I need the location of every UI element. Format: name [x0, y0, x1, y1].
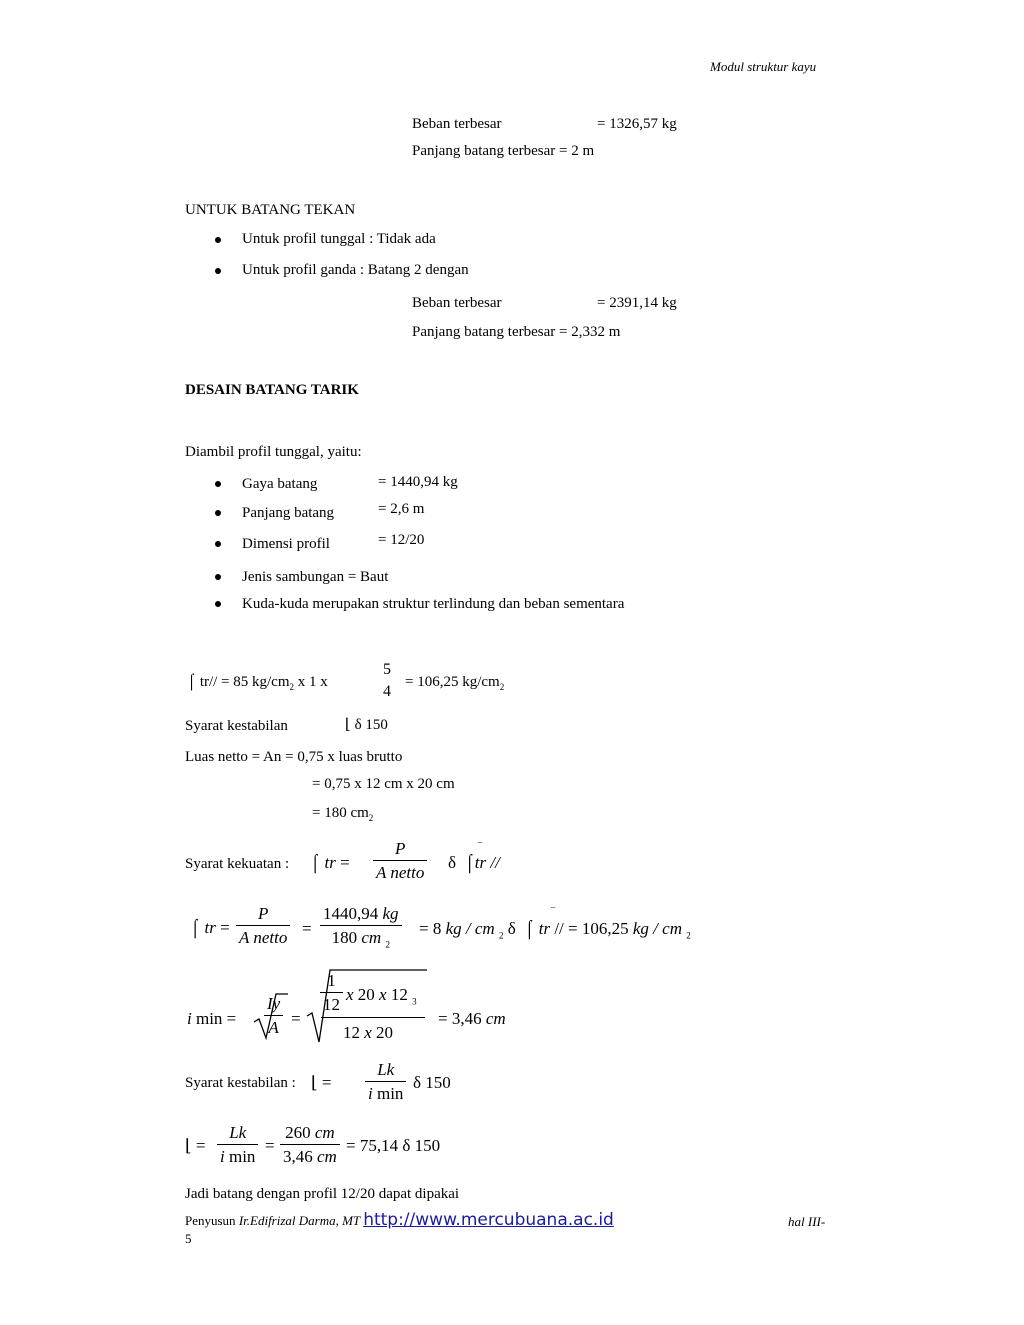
kuda-line: Kuda-kuda merupakan struktur terlindung dan beban sementara: [242, 596, 625, 612]
tarik-intro: Diambil profil tunggal, yaitu:: [185, 444, 362, 460]
panjang-line-1: Panjang batang terbesar = 2 m: [412, 143, 595, 159]
f1-right: = 106,25 kg/cm: [405, 674, 500, 690]
bullet-icon: [215, 481, 221, 487]
f1-den: 4: [383, 683, 391, 700]
beban-value-1: = 1326,57 kg: [597, 116, 677, 132]
kekuatan-lhs: ⌠ tr =: [310, 853, 350, 872]
sigma-symbol: ⌠: [187, 674, 197, 690]
sambungan-line: Jenis sambungan = Baut: [242, 569, 389, 585]
bullet-icon: [215, 541, 221, 547]
lambda-symbol: ⌊: [345, 717, 351, 733]
inner-denominator: 12 x 20: [343, 1023, 394, 1042]
bullet-icon: [215, 510, 221, 516]
f1-num: 5: [383, 661, 391, 678]
f3-eq: =: [302, 919, 312, 938]
footer-author: Ir.Edifrizal Darma, MT: [238, 1213, 364, 1228]
footer: [185, 1212, 614, 1229]
luas-line-2: = 0,75 x 12 cm x 20 cm: [312, 776, 455, 792]
imin-result: = 3,46 cm: [438, 1009, 506, 1028]
fraction-1-12: 1 12: [320, 972, 343, 1013]
tarik-heading: DESAIN BATANG TARIK: [185, 382, 359, 398]
beban-value-2: = 2391,14 kg: [597, 295, 677, 311]
fraction-p-anetto-2: P A netto: [236, 905, 290, 946]
kekuatan-label: Syarat kekuatan :: [185, 856, 290, 872]
kekuatan-rhs: δ ⌠tr //: [448, 853, 500, 872]
inner-fraction-bar: [321, 1017, 425, 1018]
lambda-eq: =: [265, 1136, 275, 1155]
panjang-label: Panjang batang: [242, 505, 335, 521]
lambda-lhs: ⌊ =: [185, 1136, 206, 1155]
lambda-cond: δ 150: [354, 717, 388, 733]
syarat-kestabilan: Syarat kestabilan: [185, 718, 288, 734]
fraction-260-346: 260 cm 3,46 cm: [280, 1124, 340, 1165]
footer-prefix: Penyusun: [185, 1213, 239, 1228]
tekan-heading: UNTUK BATANG TEKAN: [185, 202, 356, 218]
cond-150: δ 150: [413, 1073, 451, 1092]
running-title: Modul struktur kayu: [710, 59, 817, 74]
page-label: hal III-: [788, 1214, 826, 1229]
bullet-icon: [215, 268, 221, 274]
f1-right-sup: 2: [499, 682, 505, 692]
fraction-lk-imin-2: Lk i min: [217, 1124, 258, 1165]
lambda-result: = 75,14 δ 150: [346, 1136, 441, 1155]
imin-eq: =: [291, 1009, 301, 1028]
fraction-5-4: [380, 662, 394, 700]
tekan-bullet-1: Untuk profil tunggal : Tidak ada: [242, 231, 436, 247]
f1-sup: 2: [289, 682, 295, 692]
beban-label-1: Beban terbesar: [412, 116, 502, 132]
f3-result: = 8 kg / cm $_2$ δ ⌠ tr // = 106,25 kg / cm $_2$: [419, 919, 691, 941]
imin-lhs: i min =: [187, 1009, 237, 1028]
beban-label-2: Beban terbesar: [412, 295, 502, 311]
footer-link[interactable]: http://www.mercubuana.ac.id: [363, 1210, 614, 1230]
bar-mark: ‾: [478, 841, 482, 855]
page-number: 5: [185, 1231, 192, 1246]
dimensi-value: = 12/20: [378, 532, 425, 548]
conclusion: Jadi batang dengan profil 12/20 dapat dipakai: [185, 1186, 460, 1202]
lambda-condition: [345, 718, 388, 733]
f1-left: tr// = 85 kg/cm: [199, 674, 290, 690]
fraction-p-anetto: P A netto: [373, 840, 427, 881]
bullet-icon: [215, 237, 221, 243]
inner-numerator: x 20 x 12 $_3$: [346, 985, 417, 1007]
kestabilan2-lhs: ⌊ =: [311, 1073, 332, 1092]
kestabilan2-label: Syarat kestabilan :: [185, 1075, 296, 1091]
f3-lhs: ⌠ tr =: [190, 918, 230, 937]
bullet-icon: [215, 574, 221, 580]
panjang-value: = 2,6 m: [378, 501, 425, 517]
gaya-value: = 1440,94 kg: [378, 474, 458, 490]
bar-mark-2: ‾: [551, 906, 555, 920]
f1-mid: x 1 x: [294, 674, 328, 690]
fraction-iy-a: Iy A: [264, 995, 283, 1036]
dimensi-label: Dimensi profil: [242, 536, 330, 552]
f1-result: [405, 675, 504, 692]
panjang-line-2: Panjang batang terbesar = 2,332 m: [412, 324, 621, 340]
luas-line-3: = 180 $cm_2$: [312, 805, 374, 823]
tekan-bullet-2: Untuk profil ganda : Batang 2 dengan: [242, 262, 469, 278]
gaya-label: Gaya batang: [242, 476, 318, 492]
luas-line-1: Luas netto = An = 0,75 x luas brutto: [185, 749, 403, 765]
bullet-icon: [215, 601, 221, 607]
fraction-lk-imin: Lk i min: [365, 1061, 406, 1102]
formula-tr-allowable: [187, 675, 328, 692]
fraction-1440-180: 1440,94 kg 180 cm $_2$: [320, 905, 402, 949]
